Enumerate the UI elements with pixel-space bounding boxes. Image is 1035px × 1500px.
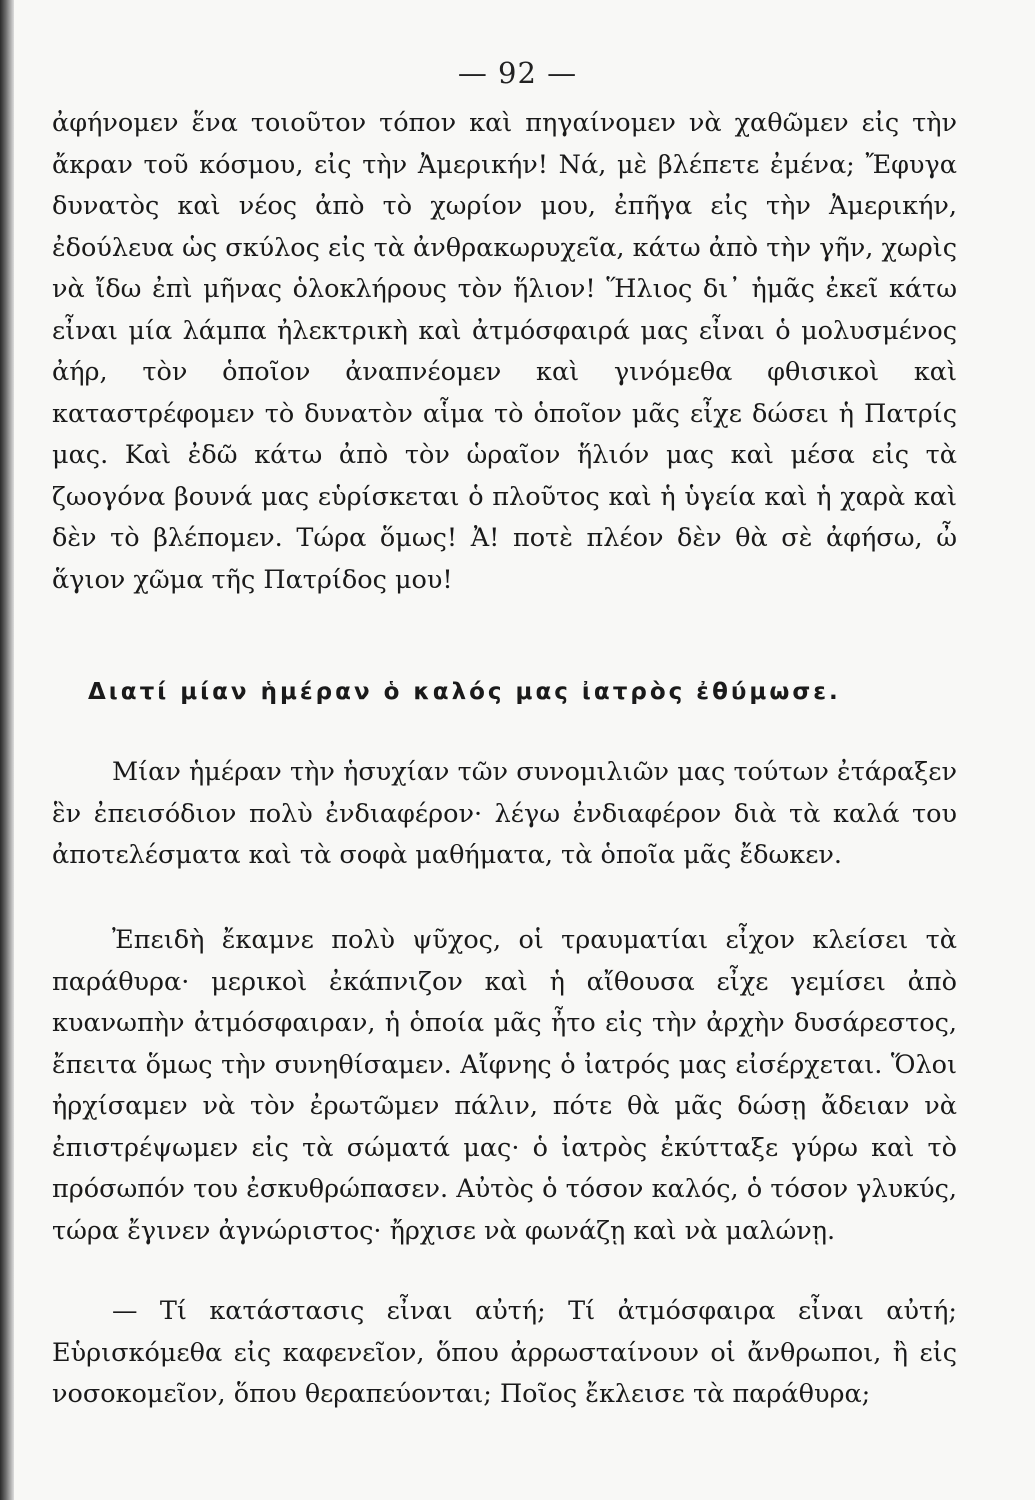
paragraph-3: Ἐπειδὴ ἔκαμνε πολὺ ψῦχος, οἱ τραυματίαι εἶχον κλείσει τὰ παράθυρα· μερικοὶ ἐκάπνιζον καὶ ἡ αἴθουσα εἶχε γεμίσει ἀπὸ κυανωπὴν ἀτμόσφαιραν, ἡ ὁποία μᾶς ἦτο εἰς τὴν ἀρχὴν δυσάρεστος, ἔπειτα ὅμως τὴν συνηθίσαμεν. Αἴφνης ὁ ἰατρός μας εἰσέρχεται. Ὅλοι ἠρχίσαμεν νὰ τὸν ἐρωτῶμεν πάλιν, πότε θὰ μᾶς δώσῃ ἄδειαν νὰ ἐπιστρέψωμεν εἰς τὰ σώματά μας· ὁ ἰατρὸς ἐκύτταξε γύρω καὶ τὸ πρόσωπόν του ἐσκυθρώπασεν. Αὐτὸς ὁ τόσον καλός, ὁ τόσον γλυκύς, τώρα ἔγινεν ἀγνώριστος· ἤρχισε νὰ φωνάζῃ καὶ νὰ μαλώνῃ. xyxy=(52,925,957,1246)
book-spine-shadow xyxy=(0,0,14,1500)
paragraph-1: ἀφήνομεν ἕνα τοιοῦτον τόπον καὶ πηγαίνομεν νὰ χαθῶμεν εἰς τὴν ἄκραν τοῦ κόσμου, εἰς τὴν Ἀμερικήν! Νά, μὲ βλέπετε ἐμένα; Ἔφυγα δυνατὸς καὶ νέος ἀπὸ τὸ χωρίον μου, ἐπῆγα εἰς τὴν Ἀμερικήν, ἐδούλευα ὡς σκύλος εἰς τὰ ἀνθρακωρυχεῖα, κάτω ἀπὸ τὴν γῆν, χωρὶς νὰ ἴδω ἐπὶ μῆνας ὁλοκλήρους τὸν ἥλιον! Ἥλιος δι᾽ ἡμᾶς ἐκεῖ κάτω εἶναι μία λάμπα ἠλεκτρικὴ καὶ ἀτμόσφαιρά μας εἶναι ὁ μολυσμένος ἀήρ, τὸν ὁποῖον ἀναπνέομεν καὶ γινόμεθα φθισικοὶ καὶ καταστρέφομεν τὸ δυνατὸν αἷμα τὸ ὁποῖον μᾶς εἶχε δώσει ἡ Πατρίς μας. Καὶ ἐδῶ κάτω ἀπὸ τὸν ὡραῖον ἥλιόν μας καὶ μέσα εἰς τὰ ζωογόνα βουνά μας εὑρίσκεται ὁ πλοῦτος καὶ ἡ ὑγεία καὶ ἡ χαρὰ καὶ δὲν τὸ βλέπομεν. Τώρα ὅμως! Ἀ! ποτὲ πλέον δὲν θὰ σὲ ἀφήσω, ὦ ἅγιον χῶμα τῆς Πατρίδος μου! xyxy=(52,108,957,595)
page-number: — 92 — xyxy=(457,56,578,90)
section-heading: Διατί μίαν ἡμέραν ὁ καλός μας ἰατρὸς ἐθύμωσε. xyxy=(88,679,841,705)
paragraph-2: Μίαν ἡμέραν τὴν ἡσυχίαν τῶν συνομιλιῶν μας τούτων ἐτάραξεν ἓν ἐπεισόδιον πολὺ ἐνδιαφέρον· λέγω ἐνδιαφέρον διὰ τὰ καλά του ἀποτελέσματα καὶ τὰ σοφὰ μαθήματα, τὰ ὁποῖα μᾶς ἔδωκεν. xyxy=(52,757,957,870)
paragraph-4: — Τί κατάστασις εἶναι αὐτή; Τί ἀτμόσφαιρα εἶναι αὐτή; Εὑρισκόμεθα εἰς καφενεῖον, ὅπου ἀρρωσταίνουν οἱ ἄνθρωποι, ἢ εἰς νοσοκομεῖον, ὅπου θεραπεύονται; Ποῖος ἔκλεισε τὰ παράθυρα; xyxy=(52,1296,957,1409)
